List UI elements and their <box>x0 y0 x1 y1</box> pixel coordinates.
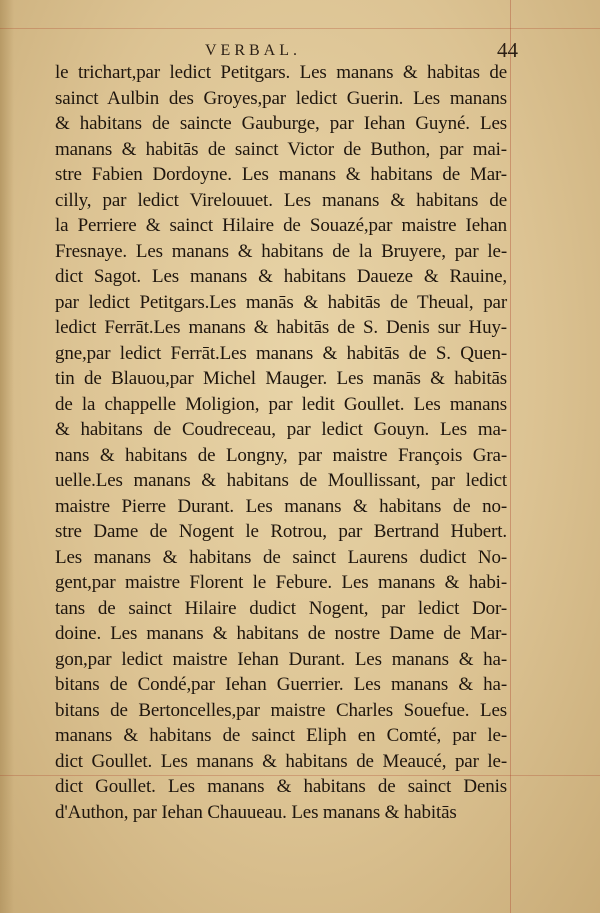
text-line: le trichart,par ledict Petitgars. Les manans & habitas de <box>55 62 507 83</box>
text-line: dict Sagot. Les manans & habitans Daueze & Rauine, <box>55 266 507 287</box>
page-gutter-shadow <box>0 0 14 913</box>
text-line: manans & habitans de sainct Eliph en Comté, par le- <box>55 725 507 746</box>
text-line: gne,par ledict Ferrāt.Les manans & habitās de S. Quen- <box>55 342 507 364</box>
margin-rule-top <box>0 28 600 29</box>
text-line: gon,par ledict maistre Iehan Durant. Les manans & ha- <box>55 648 507 670</box>
text-line: sainct Aulbin des Groyes,par ledict Guerin. Les manans <box>55 87 507 109</box>
text-line: ledict Ferrāt.Les manans & habitās de S. Denis sur Huy- <box>55 317 507 338</box>
text-line: par ledict Petitgars.Les manās & habitās de Theual, par <box>55 291 507 313</box>
page-number: 44 <box>497 38 518 62</box>
text-line: nans & habitans de Longny, par maistre François Gra- <box>55 444 507 466</box>
text-line: la Perriere & sainct Hilaire de Souazé,par maistre Iehan <box>55 215 507 236</box>
text-line: manans & habitās de sainct Victor de Buthon, par mai- <box>55 138 507 160</box>
text-line: tin de Blauou,par Michel Mauger. Les manās & habitās <box>55 368 507 389</box>
text-line: de la chappelle Moligion, par ledit Goullet. Les manans <box>55 393 507 415</box>
running-head: VERBAL. <box>205 42 301 59</box>
text-line: bitans de Bertoncelles,par maistre Charles Souefue. Les <box>55 699 507 721</box>
text-line: dict Goullet. Les manans & habitans de sainct Denis <box>55 776 507 797</box>
text-line: cilly, par ledict Virelouuet. Les manans & habitans de <box>55 189 507 211</box>
text-line: dict Goullet. Les manans & habitans de Meaucé, par le- <box>55 750 507 772</box>
text-line: bitans de Condé,par Iehan Guerrier. Les manans & ha- <box>55 674 507 695</box>
text-line: tans de sainct Hilaire dudict Nogent, par ledict Dor- <box>55 597 507 619</box>
text-line: & habitans de saincte Gauburge, par Iehan Guyné. Les <box>55 113 507 134</box>
margin-rule-vertical <box>510 0 511 913</box>
text-line: Les manans & habitans de sainct Laurens dudict No- <box>55 546 507 568</box>
text-line: d'Authon, par Iehan Chauueau. Les manans & habitās <box>55 801 457 823</box>
text-line: Fresnaye. Les manans & habitans de la Bruyere, par le- <box>55 240 507 262</box>
text-line: gent,par maistre Florent le Febure. Les manans & habi- <box>55 572 507 593</box>
text-line: doine. Les manans & habitans de nostre Dame de Mar- <box>55 623 507 644</box>
text-line: maistre Pierre Durant. Les manans & habitans de no- <box>55 495 507 517</box>
text-line: stre Fabien Dordoyne. Les manans & habitans de Mar- <box>55 164 507 185</box>
body-text <box>55 60 507 825</box>
text-line: stre Dame de Nogent le Rotrou, par Bertrand Hubert. <box>55 521 507 542</box>
text-line: & habitans de Coudreceau, par ledict Gouyn. Les ma- <box>55 419 507 440</box>
text-line: uelle.Les manans & habitans de Moullissant, par ledict <box>55 470 507 491</box>
